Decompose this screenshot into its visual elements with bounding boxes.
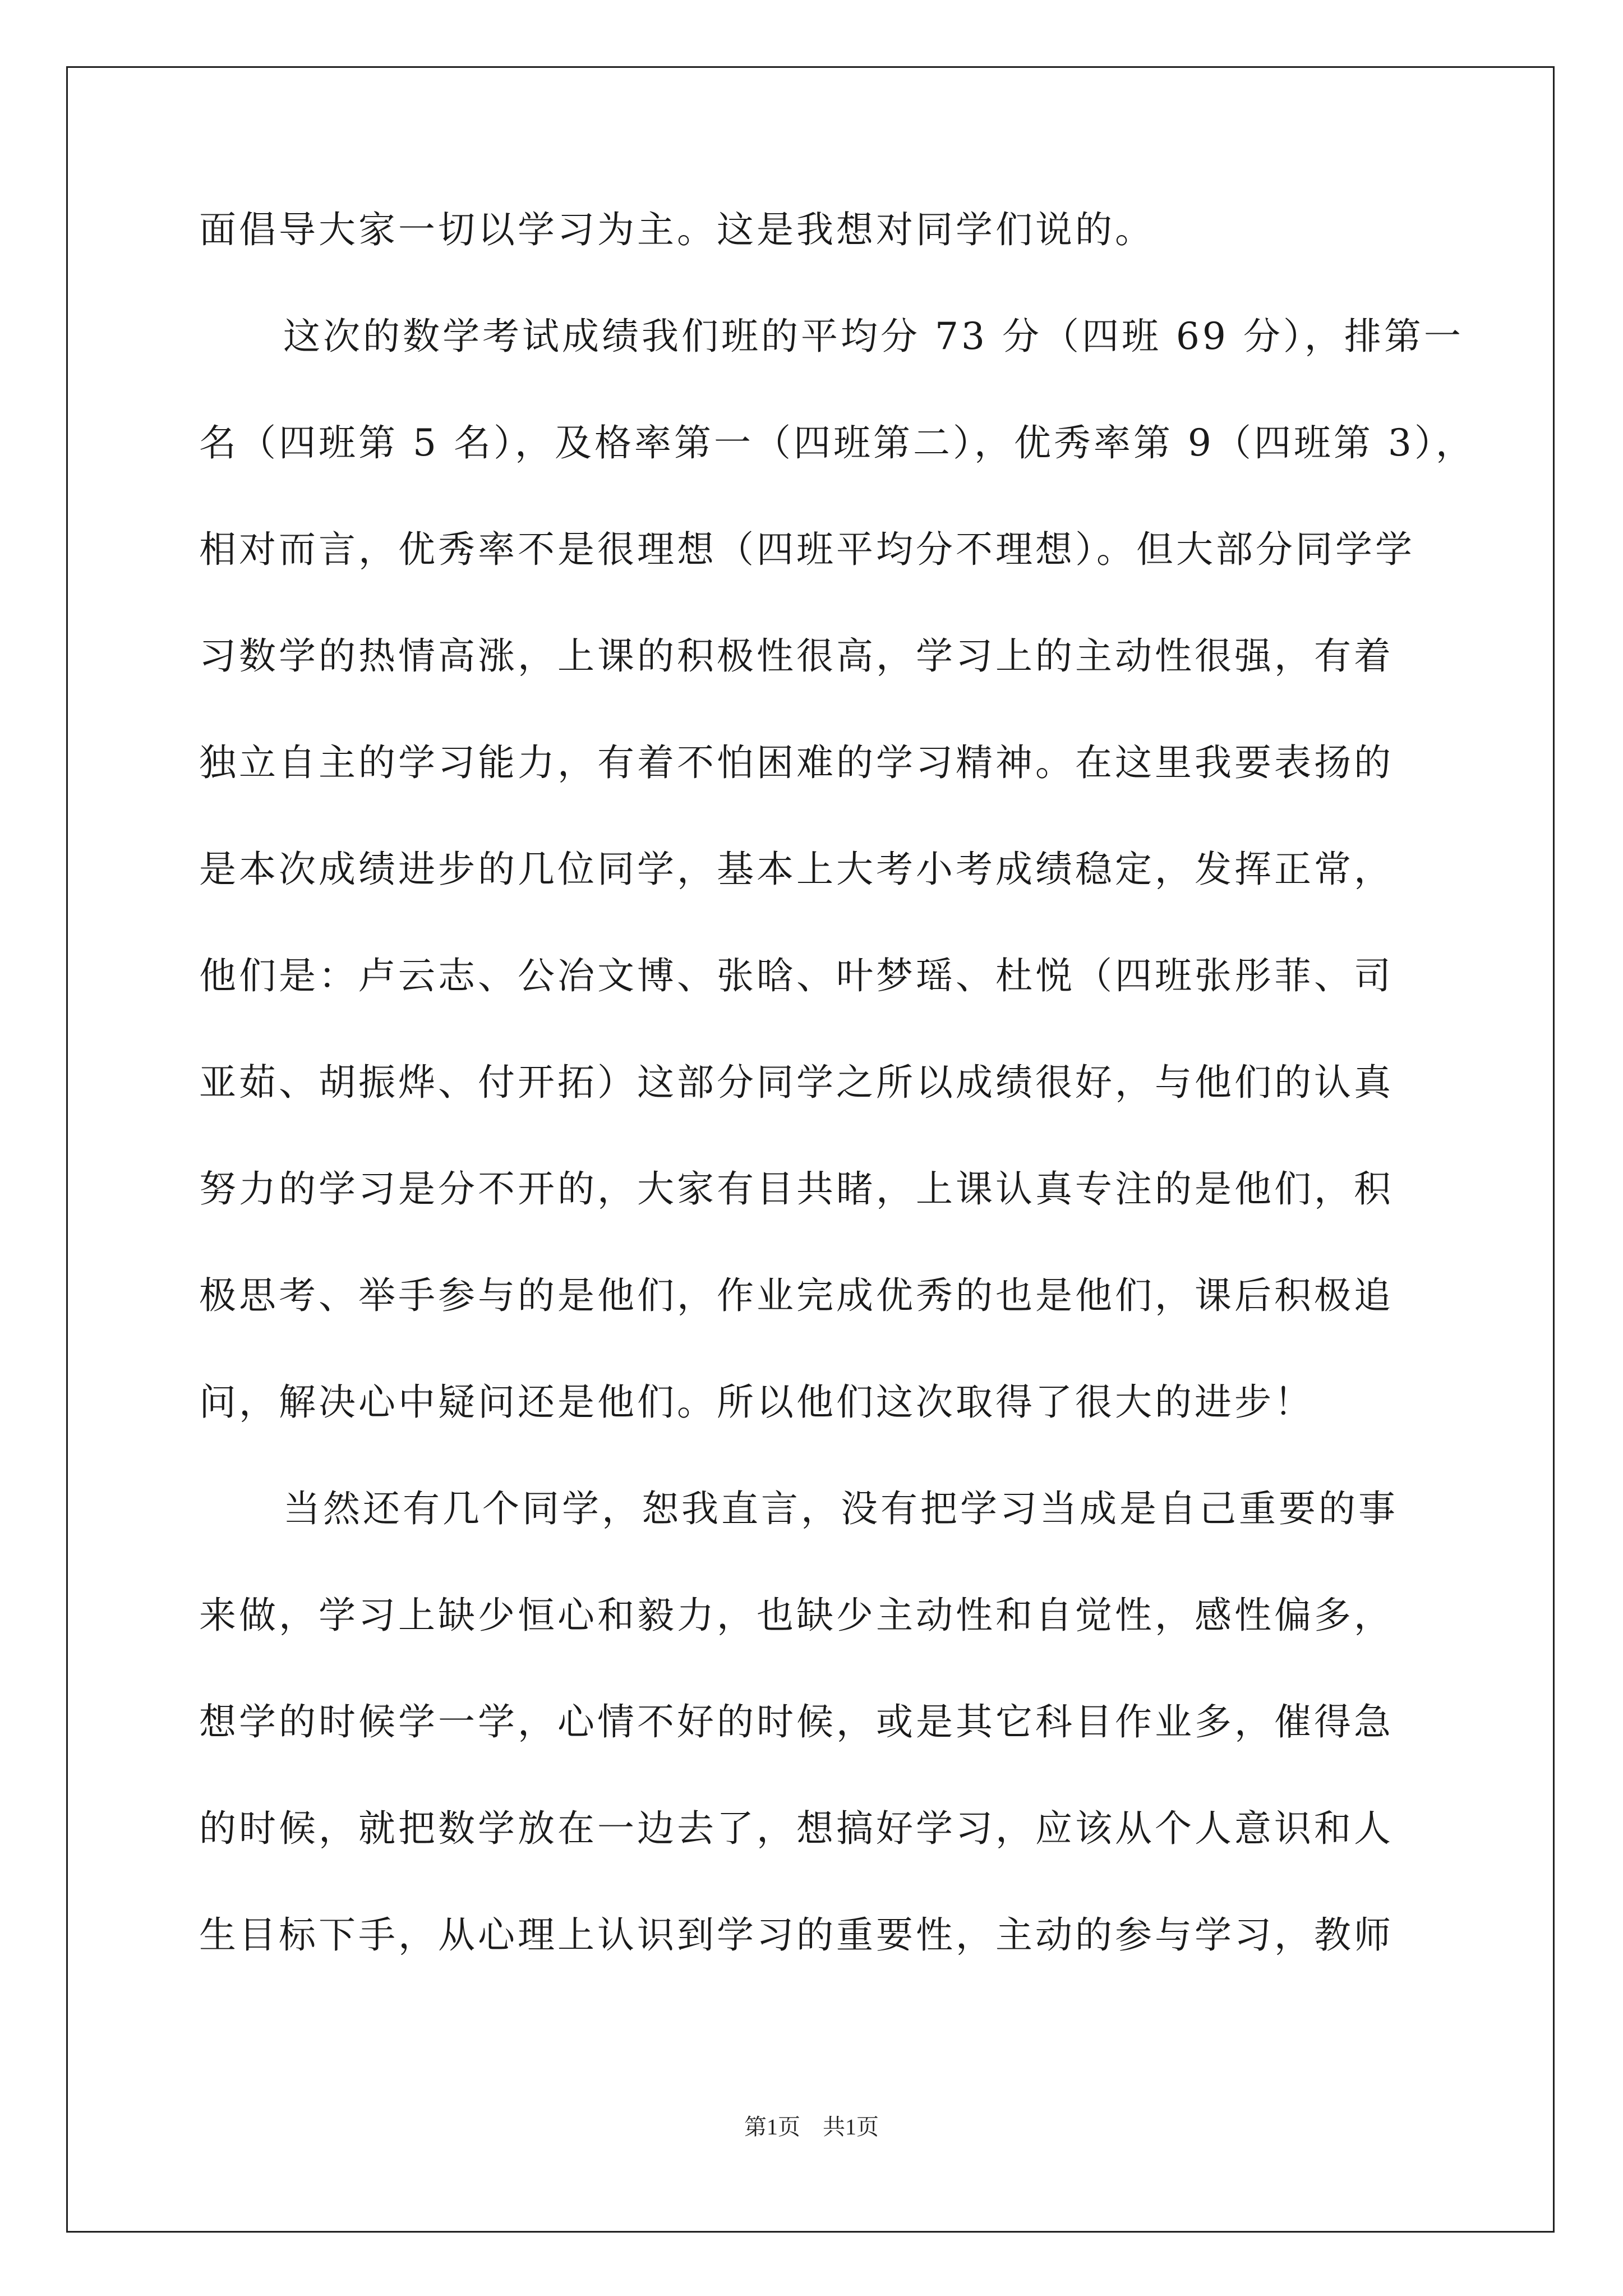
text-line: 独立自主的学习能力，有着不怕困难的学习精神。在这里我要表扬的 xyxy=(199,741,1394,784)
text-line: 习数学的热情高涨，上课的积极性很高，学习上的主动性很强，有着 xyxy=(199,634,1394,678)
text-line: 生目标下手，从心理上认识到学习的重要性，主动的参与学习，教师 xyxy=(199,1913,1394,1957)
text-line: 当然还有几个同学，恕我直言，没有把学习当成是自己重要的事 xyxy=(283,1487,1398,1530)
text-line: 亚茹、胡振烨、付开拓）这部分同学之所以成绩很好，与他们的认真 xyxy=(199,1061,1394,1104)
text-line: 名（四班第 5 名），及格率第一（四班第二），优秀率第 9（四班第 3）， xyxy=(199,421,1476,464)
text-line: 问，解决心中疑问还是他们。所以他们这次取得了很大的进步！ xyxy=(199,1381,1314,1424)
text-line: 极思考、举手参与的是他们，作业完成优秀的也是他们，课后积极追 xyxy=(199,1274,1394,1317)
text-line: 是本次成绩进步的几位同学，基本上大考小考成绩稳定，发挥正常， xyxy=(199,848,1394,891)
text-line: 这次的数学考试成绩我们班的平均分 73 分（四班 69 分），排第一 xyxy=(283,315,1464,358)
document-body xyxy=(199,208,1476,2019)
text-line: 来做，学习上缺少恒心和毅力，也缺少主动性和自觉性，感性偏多， xyxy=(199,1594,1394,1637)
text-line: 努力的学习是分不开的，大家有目共睹，上课认真专注的是他们，积 xyxy=(199,1167,1394,1211)
text-line: 相对而言，优秀率不是很理想（四班平均分不理想）。但大部分同学学 xyxy=(199,528,1415,571)
text-line: 面倡导大家一切以学习为主。这是我想对同学们说的。 xyxy=(199,208,1155,251)
page-number: 第1页 共1页 xyxy=(744,2114,879,2139)
text-line: 的时候，就把数学放在一边去了，想搞好学习，应该从个人意识和人 xyxy=(199,1807,1394,1850)
text-line: 想学的时候学一学，心情不好的时候，或是其它科目作业多，催得急 xyxy=(199,1700,1394,1743)
text-line: 他们是：卢云志、公冶文博、张晗、叶梦瑶、杜悦（四班张彤菲、司 xyxy=(199,954,1394,997)
